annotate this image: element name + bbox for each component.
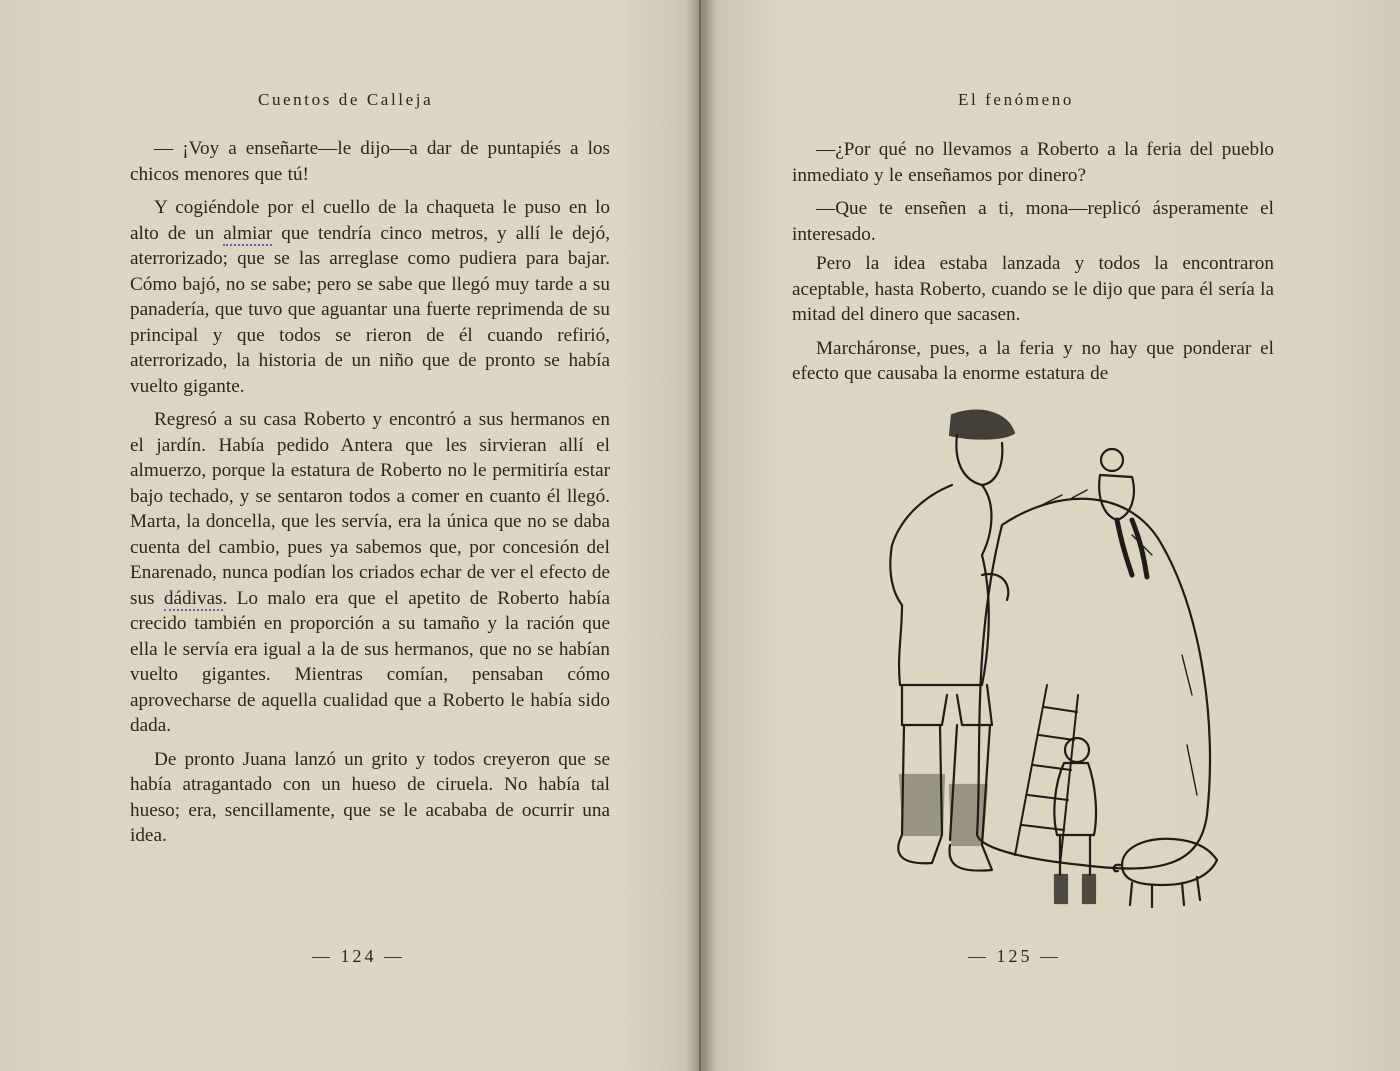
paragraph-4: De pronto Juana lanzó un grito y todos creyeron que se había atragantado con un hueso de ciruela. No había tal hueso; era, sencillamente, que se le acababa de ocurrir una idea.	[130, 748, 610, 846]
right-page	[702, 0, 1400, 1071]
underlined-word-almiar: almiar	[223, 222, 273, 244]
paragraph-1: — ¡Voy a enseñarte—le dijo—a dar de puntapiés a los chicos menores que tú!	[130, 138, 610, 185]
paragraph-3: Pero la idea estaba lanzada y todos la encontraron aceptable, hasta Roberto, cuando se le dijo que para él sería la mitad del dinero que sacasen.	[792, 253, 1274, 325]
running-header-left: Cuentos de Calleja	[258, 90, 434, 109]
page-number-right: — 125 —	[968, 946, 1061, 966]
right-page-text	[792, 137, 1274, 395]
paragraph-2: —Que te enseñen a ti, mona—replicó ásperamente el interesado.	[792, 198, 1274, 245]
ladder	[1015, 685, 1078, 865]
tall-boy	[890, 411, 1014, 871]
haystack-shape	[977, 499, 1210, 869]
paragraph-1: —¿Por qué no llevamos a Roberto a la feria del pueblo inmediato y le enseñamos por dinero?	[792, 139, 1274, 186]
illustration-giant-haystack	[832, 395, 1232, 935]
page-number-left: — 124 —	[312, 946, 405, 966]
paragraph-2: Y cogiéndole por el cuello de la chaqueta le puso en lo alto de un almiar que tendría cinco metros, y allí le dejó, aterrorizado; que se las arreglase como pudiera para bajar. Cómo bajó, no se sabe; pero se sabe que llegó muy tarde a su panadería, que tuvo que aguantar una fuerte reprimenda de su principal y que todos se rieron de él cuando refirió, aterrorizado, la historia de un niño que de pronto se había vuelto gigante.	[130, 197, 610, 397]
underlined-word-dadivas: dádivas	[163, 587, 223, 609]
running-header-right: El fenómeno	[958, 90, 1074, 109]
pig	[1114, 839, 1217, 907]
paragraph-3: Regresó a su casa Roberto y encontró a sus hermanos en el jardín. Había pedido Antera que les sirvieran allí el almuerzo, porque la estatura de Roberto no le permitiría estar bajo techado, y se sentaron todos a comer en cuanto él llegó. Marta, la doncella, que les servía, era la única que no se daba cuenta del cambio, pues ya sabemos que, por concesión del Enarenado, nunca podían los criados echar de ver el efecto de sus dádivas. Lo malo era que el apetito de Roberto había crecido también en proporción a su tamaño y la ración que ella le servía era igual a la de sus hermanos, que no se habían vuelto gigantes. Mientras comían, pensaban cómo aprovecharse de aquella cualidad que a Roberto le había sido dada.	[130, 409, 611, 736]
book-gutter	[699, 0, 701, 1071]
small-boy	[1054, 738, 1096, 903]
left-page-text	[130, 136, 610, 857]
left-page	[0, 0, 698, 1071]
paragraph-4: Marcháronse, pues, a la feria y no hay que ponderar el efecto que causaba la enorme estatura de	[792, 337, 1274, 384]
girl-on-haystack	[1099, 449, 1147, 577]
